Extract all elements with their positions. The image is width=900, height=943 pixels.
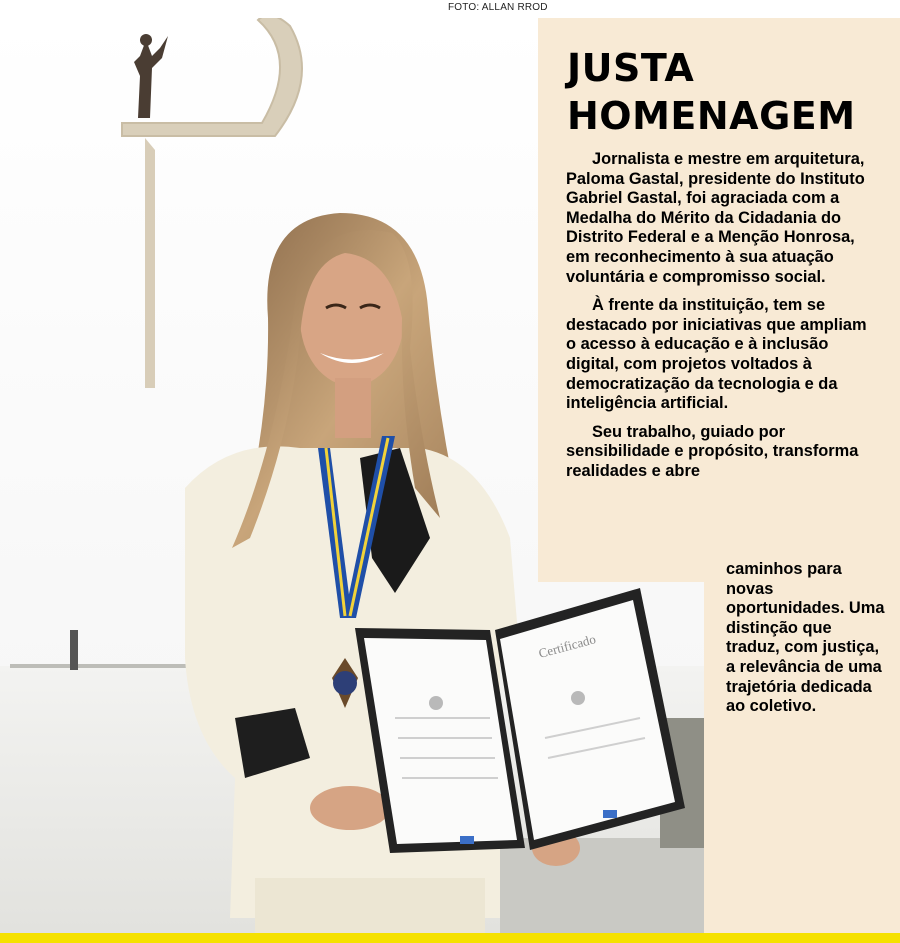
article-body — [566, 150, 878, 482]
photo-credit: FOTO: ALLAN RROD — [448, 2, 548, 13]
article-continuation: caminhos para novas oportunidades. Uma distinção que traduz, com justiça, a relevância de uma trajetória dedicada ao coletivo. — [726, 560, 885, 716]
certificate-heading: Certificado — [536, 631, 598, 661]
headline-line-2: HOMENAGEM — [567, 94, 856, 138]
bottom-accent-bar — [0, 933, 900, 943]
headline — [567, 44, 856, 140]
headline-line-1: JUSTA — [567, 46, 695, 90]
paragraph-1: Jornalista e mestre em arquitetura, Paloma Gastal, presidente do Instituto Gabriel Gastal, foi agraciada com a Medalha do Mérito da Cidadania do Distrito Federal e a Menção Honrosa, em reconhecimento à sua atuação voluntária e compromisso social. — [566, 150, 865, 286]
paragraph-3: Seu trabalho, guiado por sensibilidade e propósito, transforma realidades e abre — [566, 422, 859, 480]
paragraph-2: À frente da instituição, tem se destacado por iniciativas que ampliam o acesso à educação e à inclusão digital, com projetos voltados à democratização da tecnologia e da inteligência artificial. — [566, 296, 867, 413]
